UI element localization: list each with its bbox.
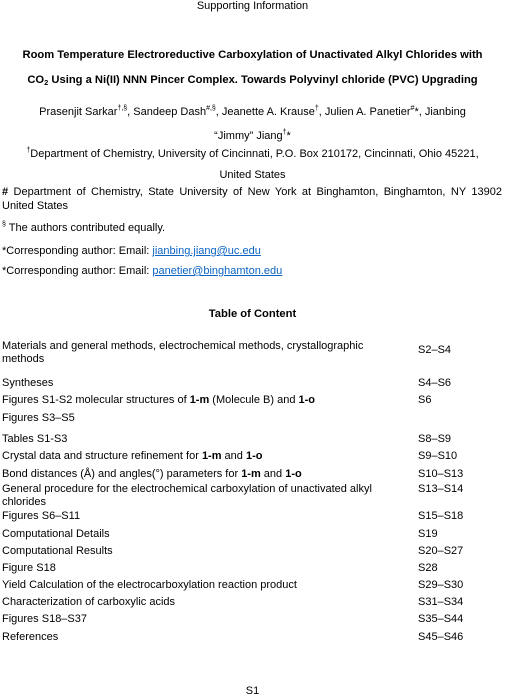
toc-title: Table of Content bbox=[208, 308, 297, 320]
toc-entry-pages: S6 bbox=[418, 394, 432, 406]
toc-row[interactable] bbox=[2, 579, 502, 593]
toc-entry-pages: S31–S34 bbox=[418, 596, 464, 608]
author: Julien A. Panetier#*, bbox=[324, 105, 425, 118]
email-link[interactable]: panetier@binghamton.edu bbox=[152, 265, 283, 277]
toc-entry-title: General procedure for the electrochemical carboxylation of unactivated alkyl chlorides bbox=[2, 483, 372, 508]
toc-row[interactable] bbox=[2, 468, 502, 482]
toc-row[interactable] bbox=[2, 412, 502, 426]
toc-row[interactable] bbox=[2, 562, 502, 576]
toc-entry-pages: S20–S27 bbox=[418, 545, 464, 557]
paper-title bbox=[4, 43, 501, 93]
affiliation-cincinnati: †Department of Chemistry, University of Cincinnati, P.O. Box 210172, Cincinnati, Ohio 45221, United States bbox=[26, 147, 479, 181]
toc-entry-title: Yield Calculation of the electrocarboxylation reaction product bbox=[2, 579, 297, 591]
toc-entry-title: Figures S6–S11 bbox=[2, 510, 81, 522]
title-line-1: Room Temperature Electroreductive Carboxylation of Unactivated Alkyl Chlorides with bbox=[22, 49, 483, 61]
title-subscript: 2 bbox=[44, 78, 49, 87]
toc-entry-pages: S10–S13 bbox=[418, 468, 464, 480]
toc-entry-title: Computational Results bbox=[2, 545, 113, 557]
author-list bbox=[6, 100, 499, 148]
title-line-2 bbox=[4, 68, 501, 93]
corresponding-author-2: *Corresponding author: Email: panetier@binghamton.edu bbox=[2, 265, 283, 277]
toc-entry-pages: S29–S30 bbox=[418, 579, 464, 591]
author: Prasenjit Sarkar†,§, bbox=[39, 105, 134, 118]
toc-entry-title: Figure S18 bbox=[2, 562, 56, 574]
toc-entry-pages: S2–S4 bbox=[418, 344, 452, 356]
toc-row[interactable] bbox=[2, 596, 502, 610]
title-rest: Using a Ni(II) NNN Pincer Complex. Towards Polyvinyl chloride (PVC) Upgrading bbox=[48, 74, 478, 86]
toc-entry-pages: S9–S10 bbox=[418, 450, 458, 462]
toc-row[interactable] bbox=[2, 377, 502, 391]
toc-entry-pages: S28 bbox=[418, 562, 438, 574]
toc-entry-title: Computational Details bbox=[2, 528, 110, 540]
toc-entry-title: Characterization of carboxylic acids bbox=[2, 596, 176, 608]
toc-entry-title: Figures S1-S2 molecular structures of 1-m (Molecule B) and 1-o bbox=[2, 394, 316, 406]
toc-row[interactable] bbox=[2, 394, 502, 408]
author: “Jimmy” Jiang bbox=[214, 130, 283, 142]
toc-entry-pages: S8–S9 bbox=[418, 433, 452, 445]
title-co: CO bbox=[27, 74, 45, 86]
toc-row[interactable] bbox=[2, 545, 502, 559]
toc-entry-pages: S35–S44 bbox=[418, 613, 464, 625]
toc-row[interactable] bbox=[2, 510, 502, 524]
toc-entry-title: Crystal data and structure refinement for 1-m and 1-o bbox=[2, 450, 263, 462]
toc-entry-title: Syntheses bbox=[2, 377, 54, 389]
toc-row[interactable] bbox=[2, 433, 502, 447]
corresponding-author-1: *Corresponding author: Email: jianbing.jiang@uc.edu bbox=[2, 245, 261, 257]
toc-row[interactable] bbox=[2, 450, 502, 464]
toc-entry-pages: S19 bbox=[418, 528, 438, 540]
equal-contribution-note: § The authors contributed equally. bbox=[2, 221, 166, 234]
toc-entry-title: Figures S3–S5 bbox=[2, 412, 75, 424]
author: Jeanette A. Krause†, bbox=[221, 105, 325, 118]
page-number: S1 bbox=[245, 685, 260, 697]
toc-entry-pages: S13–S14 bbox=[418, 483, 464, 495]
toc-entry-title: Bond distances (Å) and angles(°) parameters for 1-m and 1-o bbox=[2, 468, 302, 480]
toc-row[interactable] bbox=[2, 483, 502, 509]
toc-entry-title: References bbox=[2, 631, 59, 643]
running-header: Supporting Information bbox=[196, 0, 309, 12]
email-link[interactable]: jianbing.jiang@uc.edu bbox=[152, 245, 261, 257]
toc-row[interactable] bbox=[2, 528, 502, 542]
toc-entry-title: Materials and general methods, electrochemical methods, crystallographic methods bbox=[2, 340, 364, 365]
author-line-2: “Jimmy” Jiang†* bbox=[214, 129, 291, 142]
toc-row[interactable] bbox=[2, 340, 502, 366]
toc-row[interactable] bbox=[2, 613, 502, 627]
toc-entry-pages: S45–S46 bbox=[418, 631, 464, 643]
author: Sandeep Dash#,§, bbox=[133, 105, 222, 118]
author: Jianbing bbox=[424, 106, 466, 118]
toc-entry-title: Tables S1-S3 bbox=[2, 433, 68, 445]
toc-entry-pages: S15–S18 bbox=[418, 510, 464, 522]
toc-entry-pages: S4–S6 bbox=[418, 377, 452, 389]
toc-row[interactable] bbox=[2, 631, 502, 645]
author-line-1 bbox=[6, 100, 499, 124]
affiliation-binghamton: # Department of Chemistry, State University of New York at Binghamton, Binghamton, NY 13902 United States bbox=[2, 186, 502, 212]
toc-entry-title: Figures S18–S37 bbox=[2, 613, 87, 625]
